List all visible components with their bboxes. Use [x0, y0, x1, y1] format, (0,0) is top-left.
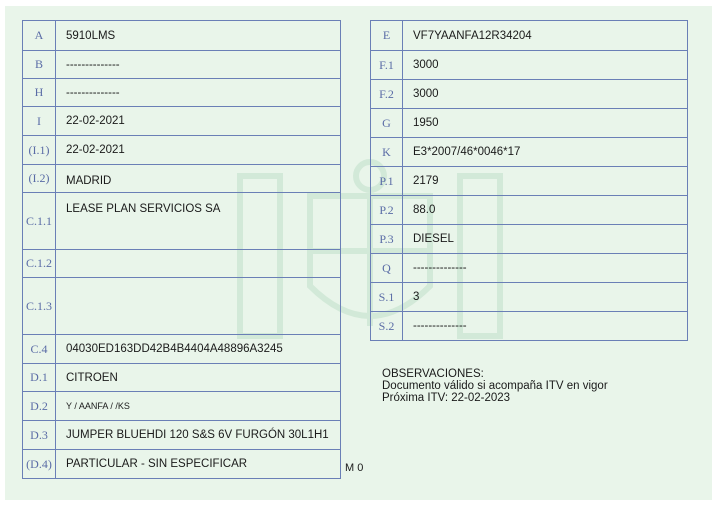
field-code: C.1.2 [23, 250, 56, 278]
field-value: E3*2007/46*0046*17 [403, 138, 688, 167]
field-code: E [371, 21, 403, 51]
field-code: I [23, 107, 56, 136]
field-value: 3 [403, 283, 688, 312]
field-value: 1950 [403, 109, 688, 138]
field-code: K [371, 138, 403, 167]
field-code: P.3 [371, 225, 403, 254]
field-code: (D.4) [23, 450, 56, 479]
field-row-a [23, 21, 341, 51]
m0-mark: M 0 [345, 462, 364, 474]
field-value: 3000 [403, 51, 688, 80]
field-row-d1 [23, 364, 341, 392]
field-value: JUMPER BLUEHDI 120 S&S 6V FURGÓN 30L1H1 [56, 421, 341, 450]
field-row-f1 [371, 51, 688, 80]
field-code: S.2 [371, 312, 403, 341]
field-value: 04030ED163DD42B4B4404A48896A3245 [56, 335, 341, 364]
field-row-b [23, 51, 341, 79]
field-value: Y / AANFA / /KS [56, 392, 341, 421]
field-code: C.1.1 [23, 193, 56, 250]
field-row-k [371, 138, 688, 167]
field-code: C.1.3 [23, 278, 56, 335]
field-value: 2179 [403, 167, 688, 196]
field-row-q [371, 254, 688, 283]
field-row-f2 [371, 80, 688, 109]
field-value: VF7YAANFA12R34204 [403, 21, 688, 51]
field-row-h [23, 79, 341, 107]
field-row-c4 [23, 335, 341, 364]
field-row-p2 [371, 196, 688, 225]
field-code: P.1 [371, 167, 403, 196]
field-row-p1 [371, 167, 688, 196]
observations-block [382, 368, 608, 404]
field-value: 22-02-2021 [56, 136, 341, 165]
field-code: F.1 [371, 51, 403, 80]
field-code: D.1 [23, 364, 56, 392]
field-code: (I.2) [23, 165, 56, 193]
observations-line: Próxima ITV: 22-02-2023 [382, 392, 511, 404]
field-value [56, 250, 341, 278]
field-row-d2 [23, 392, 341, 421]
field-value: 3000 [403, 80, 688, 109]
field-value: LEASE PLAN SERVICIOS SA [56, 193, 341, 250]
field-row-i [23, 107, 341, 136]
field-value: 88.0 [403, 196, 688, 225]
field-row-e [371, 21, 688, 51]
field-value: -------------- [403, 254, 688, 283]
field-value: DIESEL [403, 225, 688, 254]
field-code: C.4 [23, 335, 56, 364]
field-value [56, 278, 341, 335]
field-row-c12 [23, 250, 341, 278]
field-row-c11 [23, 193, 341, 250]
field-row-i2 [23, 165, 341, 193]
field-row-d4 [23, 450, 341, 479]
field-code: (I.1) [23, 136, 56, 165]
field-value: -------------- [403, 312, 688, 341]
field-row-g [371, 109, 688, 138]
field-value: CITROEN [56, 364, 341, 392]
field-row-s2 [371, 312, 688, 341]
field-code: D.3 [23, 421, 56, 450]
field-value: -------------- [56, 79, 341, 107]
field-code: D.2 [23, 392, 56, 421]
field-code: Q [371, 254, 403, 283]
field-row-d3 [23, 421, 341, 450]
observations-title: OBSERVACIONES: [382, 368, 484, 380]
field-code: B [23, 51, 56, 79]
field-code: G [371, 109, 403, 138]
field-code: F.2 [371, 80, 403, 109]
field-value: -------------- [56, 51, 341, 79]
field-value: PARTICULAR - SIN ESPECIFICAR [56, 450, 341, 479]
field-value: 22-02-2021 [56, 107, 341, 136]
field-code: A [23, 21, 56, 51]
field-code: S.1 [371, 283, 403, 312]
left-fields-table [22, 20, 341, 479]
field-row-i1 [23, 136, 341, 165]
observations-line: Documento válido si acompaña ITV en vigor [382, 380, 608, 392]
right-fields-table [370, 20, 688, 341]
field-row-p3 [371, 225, 688, 254]
field-code: P.2 [371, 196, 403, 225]
field-value: MADRID [56, 165, 341, 193]
field-value: 5910LMS [56, 21, 341, 51]
field-row-c13 [23, 278, 341, 335]
field-code: H [23, 79, 56, 107]
field-row-s1 [371, 283, 688, 312]
